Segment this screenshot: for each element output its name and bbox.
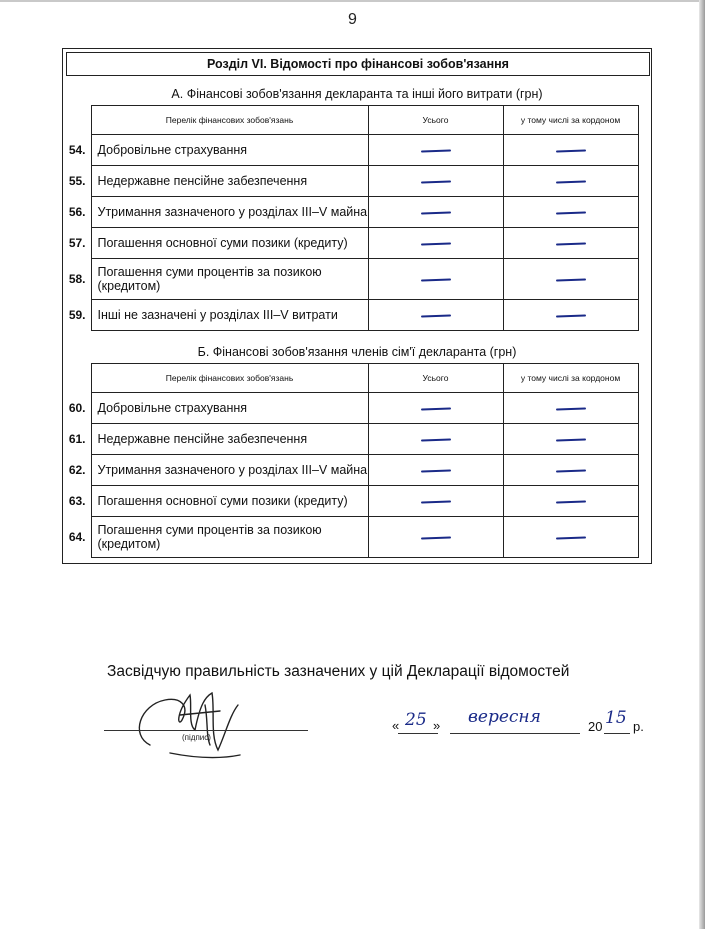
handwritten-dash xyxy=(420,469,450,472)
row-label: Недержавне пенсійне забезпечення xyxy=(91,166,368,197)
date-suffix: р. xyxy=(633,719,644,734)
table-a-header xyxy=(64,106,638,135)
row-number: 58. xyxy=(68,272,86,286)
handwritten-dash xyxy=(555,438,585,441)
total-cell xyxy=(368,197,503,228)
header-total: Усього xyxy=(368,106,503,135)
handwritten-dash xyxy=(555,469,585,472)
handwritten-dash xyxy=(555,500,585,503)
table-row xyxy=(64,486,638,517)
signature-label: (підпис) xyxy=(182,733,211,742)
page-number: 9 xyxy=(348,11,357,28)
table-row xyxy=(64,517,638,558)
table-row xyxy=(64,166,638,197)
row-label: Добровільне страхування xyxy=(91,135,368,166)
abroad-cell xyxy=(503,259,638,300)
handwritten-dash xyxy=(555,149,585,152)
row-label: Інші не зазначені у розділах III–V витрати xyxy=(91,300,368,331)
date-century: 20 xyxy=(588,719,603,734)
handwritten-dash xyxy=(555,407,585,410)
abroad-cell xyxy=(503,517,638,558)
date-day: 25 xyxy=(405,710,427,730)
row-number: 54. xyxy=(68,143,86,157)
month-underline xyxy=(450,733,580,734)
handwritten-dash xyxy=(420,149,450,152)
day-underline xyxy=(398,733,438,734)
scan-edge-top xyxy=(0,0,705,2)
row-label: Утримання зазначеного у розділах III–V майна xyxy=(91,455,368,486)
row-number: 63. xyxy=(68,494,86,508)
handwritten-dash xyxy=(555,536,585,539)
total-cell xyxy=(368,393,503,424)
total-cell xyxy=(368,300,503,331)
header-list: Перелік фінансових зобов'язань xyxy=(91,106,368,135)
abroad-cell xyxy=(503,486,638,517)
abroad-cell xyxy=(503,300,638,331)
abroad-cell xyxy=(503,197,638,228)
row-label: Недержавне пенсійне забезпечення xyxy=(91,424,368,455)
date-open-quote: « xyxy=(392,718,400,733)
abroad-cell xyxy=(503,455,638,486)
date-year: 15 xyxy=(605,708,627,728)
handwritten-dash xyxy=(555,242,585,245)
abroad-cell xyxy=(503,135,638,166)
header-no xyxy=(64,106,91,135)
handwritten-dash xyxy=(555,211,585,214)
handwritten-dash xyxy=(555,180,585,183)
header-abroad: у тому числі за кордоном xyxy=(503,364,638,393)
abroad-cell xyxy=(503,424,638,455)
row-number: 57. xyxy=(68,236,86,250)
total-cell xyxy=(368,166,503,197)
handwritten-dash xyxy=(555,314,585,317)
handwritten-dash xyxy=(420,211,450,214)
table-b xyxy=(64,363,639,558)
table-row xyxy=(64,393,638,424)
handwritten-dash xyxy=(420,242,450,245)
handwritten-dash xyxy=(420,500,450,503)
table-a xyxy=(64,105,639,331)
row-label: Утримання зазначеного у розділах III–V майна xyxy=(91,197,368,228)
header-total: Усього xyxy=(368,364,503,393)
row-label: Добровільне страхування xyxy=(91,393,368,424)
row-number: 55. xyxy=(68,174,86,188)
subsection-b-title: Б. Фінансові зобов'язання членів сім'ї декларанта (грн) xyxy=(197,345,517,359)
header-list: Перелік фінансових зобов'язань xyxy=(91,364,368,393)
row-number: 64. xyxy=(68,530,86,544)
total-cell xyxy=(368,135,503,166)
total-cell xyxy=(368,486,503,517)
handwritten-dash xyxy=(555,278,585,281)
signature-scribble xyxy=(120,675,260,765)
row-number: 61. xyxy=(68,432,86,446)
table-row xyxy=(64,197,638,228)
total-cell xyxy=(368,517,503,558)
abroad-cell xyxy=(503,393,638,424)
abroad-cell xyxy=(503,228,638,259)
header-no xyxy=(64,364,91,393)
row-number: 59. xyxy=(68,308,86,322)
handwritten-dash xyxy=(420,536,450,539)
row-label: Погашення основної суми позики (кредиту) xyxy=(91,486,368,517)
row-number: 56. xyxy=(68,205,86,219)
handwritten-dash xyxy=(420,407,450,410)
header-abroad: у тому числі за кордоном xyxy=(503,106,638,135)
total-cell xyxy=(368,424,503,455)
row-number: 60. xyxy=(68,401,86,415)
abroad-cell xyxy=(503,166,638,197)
handwritten-dash xyxy=(420,278,450,281)
scan-edge-right xyxy=(699,0,705,929)
date-close-quote: » xyxy=(433,718,441,733)
certification-text: Засвідчую правильність зазначених у цій Декларації відомостей xyxy=(107,663,570,680)
table-row xyxy=(64,455,638,486)
total-cell xyxy=(368,259,503,300)
table-row xyxy=(64,300,638,331)
table-row xyxy=(64,424,638,455)
row-label: Погашення суми процентів за позикою (кредитом) xyxy=(91,517,368,558)
table-row xyxy=(64,135,638,166)
table-b-header xyxy=(64,364,638,393)
signature-line xyxy=(104,730,308,731)
total-cell xyxy=(368,228,503,259)
subsection-a-title: А. Фінансові зобов'язання декларанта та інші його витрати (грн) xyxy=(171,87,543,101)
row-label: Погашення суми процентів за позикою (кредитом) xyxy=(91,259,368,300)
row-number: 62. xyxy=(68,463,86,477)
total-cell xyxy=(368,455,503,486)
year-underline xyxy=(604,733,630,734)
handwritten-dash xyxy=(420,438,450,441)
row-label: Погашення основної суми позики (кредиту) xyxy=(91,228,368,259)
date-month: вересня xyxy=(468,707,541,727)
handwritten-dash xyxy=(420,180,450,183)
table-row xyxy=(64,259,638,300)
section-title: Розділ VI. Відомості про фінансові зобов'язання xyxy=(66,52,650,76)
table-row xyxy=(64,228,638,259)
handwritten-dash xyxy=(420,314,450,317)
